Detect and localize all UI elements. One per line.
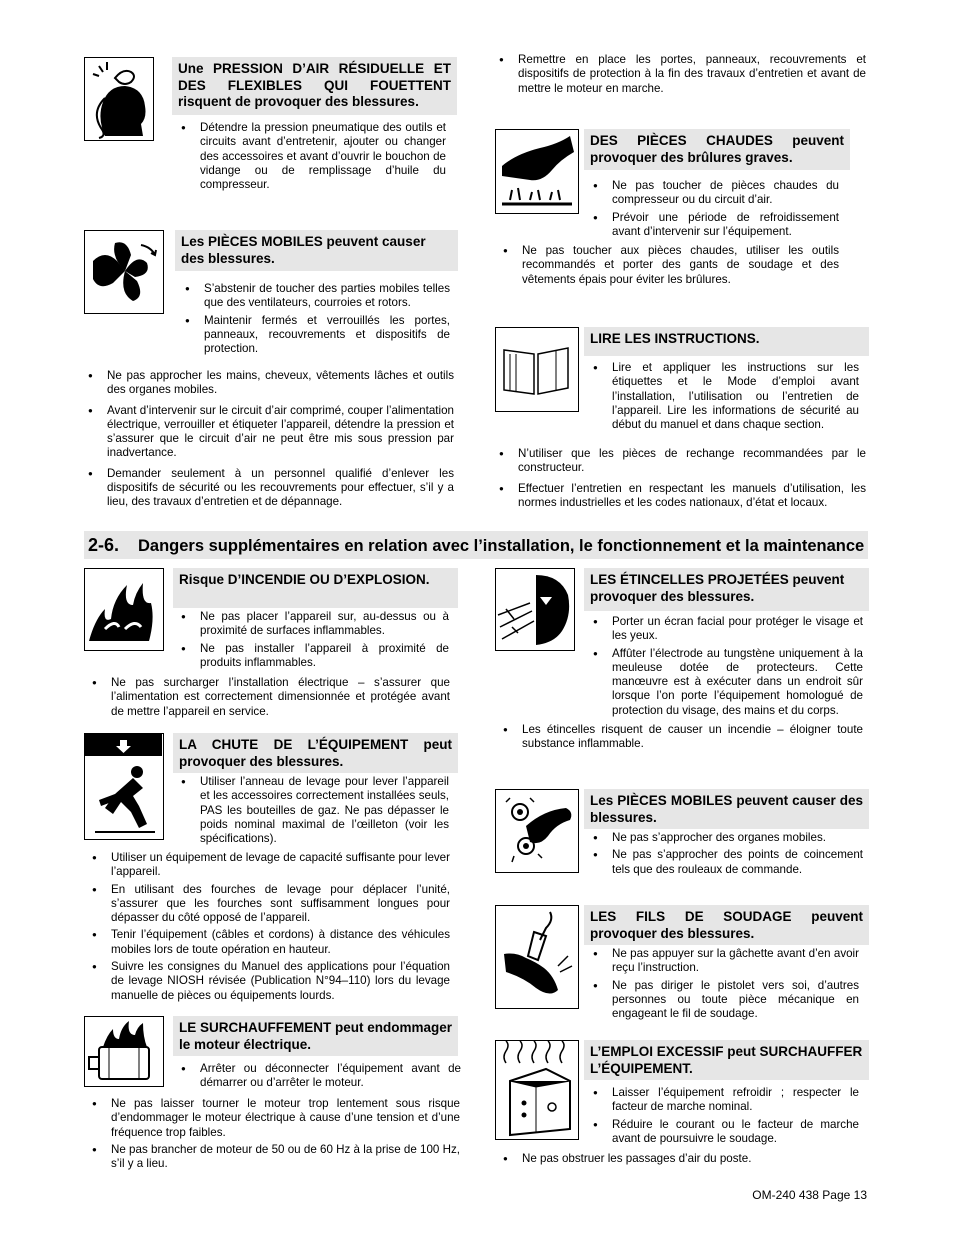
falling-equipment-outer-list	[92, 851, 450, 1006]
list-item: ● Les étincelles risquent de causer un incendie – éloigner toute substance inflammable.	[503, 723, 863, 752]
flying-sparks-heading: LES ÉTINCELLES PROJETÉES peuvent provoquer des blessures.	[584, 568, 869, 611]
page-footer: OM-240 438 Page 13	[752, 1188, 867, 1202]
list-item: ● Ne pas laisser tourner le moteur trop lentement sous risque d’endommager le moteur électrique à cause d’une tension et d’une fréquence trop faibles.	[92, 1097, 460, 1140]
moving-parts-2-list	[593, 831, 863, 880]
falling-equipment-icon	[84, 733, 164, 840]
list-item: ● Ne pas s’approcher des organes mobiles.	[593, 831, 863, 845]
fire-heading: Risque D’INCENDIE OU D’EXPLOSION.	[173, 568, 458, 608]
residual-air-hazard-icon	[84, 57, 154, 141]
excessive-use-outer-list	[503, 1152, 863, 1169]
fire-list	[181, 610, 449, 673]
list-item: ● Maintenir fermés et verrouillés les portes, panneaux, recouvrements et dispositifs de protection.	[185, 314, 450, 357]
hot-parts-list	[593, 179, 839, 242]
excessive-use-list	[593, 1086, 859, 1149]
falling-equipment-heading: LA CHUTE DE L’ÉQUIPEMENT peut provoquer des blessures.	[173, 733, 458, 773]
read-manual-icon	[495, 327, 579, 412]
list-item: ● N’utiliser que les pièces de rechange recommandées par le constructeur.	[499, 447, 866, 476]
motor-overheat-list	[181, 1062, 461, 1094]
list-item: ● Ne pas toucher aux pièces chaudes, utiliser les outils recommandés et porter des gants de soudage et des vêtements épais pour éviter les brûlures.	[503, 244, 839, 287]
excessive-use-heading: L’EMPLOI EXCESSIF peut SURCHAUFFER L’ÉQUIPEMENT.	[584, 1040, 869, 1080]
replace-guards-list	[499, 53, 866, 99]
falling-equipment-list	[181, 775, 449, 849]
moving-parts-list	[185, 282, 450, 359]
welding-wire-list	[593, 947, 859, 1024]
read-instructions-outer-list	[499, 447, 866, 513]
hot-parts-heading: DES PIÈCES CHAUDES peuvent provoquer des brûlures graves.	[584, 129, 850, 170]
list-item: ● Ne pas appuyer sur la gâchette avant d’en avoir reçu l’instruction.	[593, 947, 859, 976]
list-item: ● Ne pas diriger le pistolet vers soi, d’autres personnes ou toute pièce mécanique en engageant le fil de soudage.	[593, 979, 859, 1022]
welding-wire-heading: LES FILS DE SOUDAGE peuvent provoquer des blessures.	[584, 905, 869, 945]
welding-wire-hand-icon	[495, 905, 579, 1009]
list-item: ● Ne pas toucher de pièces chaudes du compresseur ou du circuit d’air.	[593, 179, 839, 208]
read-instructions-heading: LIRE LES INSTRUCTIONS.	[584, 327, 869, 356]
read-instructions-list	[593, 361, 859, 435]
motor-overheat-heading: LE SURCHAUFFEMENT peut endommager le moteur électrique.	[173, 1016, 458, 1056]
list-item: ● Demander seulement à un personnel qualifié d’enlever les dispositifs de sécurité ou les recouvrements pour effectuer, s’il y a lieu, des travaux d’entretien et de dépannage.	[88, 467, 454, 510]
flying-sparks-icon	[495, 568, 575, 651]
list-item: ● Réduire le courant ou le facteur de marche avant de poursuivre le soudage.	[593, 1118, 859, 1147]
section-title: Dangers supplémentaires en relation avec l’installation, le fonctionnement et la maintenance	[138, 537, 865, 555]
hot-parts-hand-icon	[495, 129, 579, 214]
section-number: 2-6.	[88, 535, 120, 555]
motor-overheat-outer-list	[92, 1097, 460, 1174]
list-item: ● Porter un écran facial pour protéger le visage et les yeux.	[593, 615, 863, 644]
list-item: ● Ne pas brancher de moteur de 50 ou de 60 Hz à la prise de 100 Hz, s’il y a lieu.	[92, 1143, 460, 1172]
list-item: ● Tenir l’équipement (câbles et cordons) à distance des véhicules mobiles lors de toute opération en hauteur.	[92, 928, 450, 957]
list-item: ● Arrêter ou déconnecter l’équipement avant de démarrer ou d’arrêter le moteur.	[181, 1062, 461, 1091]
fire-outer-list	[92, 676, 450, 722]
fire-hazard-icon	[84, 568, 164, 651]
list-item: ● Ne pas surcharger l’installation électrique – s’assurer que l’alimentation est correctement dimensionnée et protégée avant de mettre l’appareil en service.	[92, 676, 450, 719]
list-item: ● Lire et appliquer les instructions sur les étiquettes et le Mode d’emploi avant l’installation, l’utilisation ou l’entretien de l’appareil. Lire les informations de sécurité au début du manuel et dans chaque section.	[593, 361, 859, 432]
list-item: ● Utiliser un équipement de levage de capacité suffisante pour lever l’appareil.	[92, 851, 450, 880]
list-item: ● Ne pas approcher les mains, cheveux, vêtements lâches et outils des organes mobiles.	[88, 369, 454, 398]
list-item: ● S’abstenir de toucher des parties mobiles telles que des ventilateurs, courroies et rotors.	[185, 282, 450, 311]
flying-sparks-outer-list	[503, 723, 863, 755]
list-item: ● Avant d’intervenir sur le circuit d’air comprimé, couper l’alimentation électrique, verrouiller et étiqueter l’appareil, détendre la pression et s’assurer que le circuit d’air ne peut être mis sous pression par inadvertance.	[88, 404, 454, 461]
residual-air-list	[181, 121, 446, 195]
section-heading	[84, 531, 868, 559]
excessive-use-overheat-icon	[495, 1040, 579, 1140]
list-item: ● Laisser l’équipement refroidir ; respecter le facteur de marche nominal.	[593, 1086, 859, 1115]
list-item: ● Ne pas installer l’appareil à proximité de produits inflammables.	[181, 642, 449, 671]
hot-parts-outer-list	[503, 244, 839, 290]
list-item: ● Suivre les consignes du Manuel des applications pour l’équation de levage NIOSH révisée (Publication N°94–110) lors du levage manuelle de pièces ou équipements lourds.	[92, 960, 450, 1003]
flying-sparks-list	[593, 615, 863, 721]
moving-parts-gears-icon	[495, 789, 579, 873]
list-item: ● Utiliser l’anneau de levage pour lever l’appareil et les accessoires correctement installées seuls, PAS les bouteilles de gaz. Ne pas dépasser le poids nominal maximal de l’œilleton (voir les spécifications).	[181, 775, 449, 846]
list-item: ● Détendre la pression pneumatique des outils et circuits avant d’entretenir, ajouter ou changer des accessoires et avant d’ouvrir le bouchon de vidange ou de remplissage d’huile du compresseur.	[181, 121, 446, 192]
residual-air-heading: Une PRESSION D’AIR RÉSIDUELLE ET DES FLEXIBLES QUI FOUETTENT risquent de provoquer des blessures.	[172, 57, 457, 115]
moving-parts-outer-list	[88, 369, 454, 513]
list-item: ● Effectuer l’entretien en respectant les manuels d’utilisation, les normes industrielles et les codes nationaux, d’état et locaux.	[499, 482, 866, 511]
moving-parts-2-heading: Les PIÈCES MOBILES peuvent causer des blessures.	[584, 789, 869, 829]
motor-overheat-icon	[84, 1016, 164, 1087]
list-item: ● Ne pas s’approcher des points de coincement tels que des rouleaux de commande.	[593, 848, 863, 877]
list-item: ● En utilisant des fourches de levage pour déplacer l’unité, s’assurer que les fourches sont suffisamment longues pour dépasser du côté opposé de l’appareil.	[92, 883, 450, 926]
list-item: ● Affûter l’électrode au tungstène uniquement à la meuleuse dotée de protecteurs. Cette manœuvre est à exécuter dans un endroit sûr lorsque l’on porte l’équipement homologué de protection du visage, des mains et du corps.	[593, 647, 863, 718]
list-item: ● Ne pas obstruer les passages d’air du poste.	[503, 1152, 863, 1166]
list-item: ● Prévoir une période de refroidissement avant d’intervenir sur l’équipement.	[593, 211, 839, 240]
list-item: ● Remettre en place les portes, panneaux, recouvrements et dispositifs de protection à la fin des travaux d’entretien et avant de mettre le moteur en marche.	[499, 53, 866, 96]
moving-parts-fan-icon	[84, 230, 164, 314]
list-item: ● Ne pas placer l’appareil sur, au-dessus ou à proximité de surfaces inflammables.	[181, 610, 449, 639]
moving-parts-heading: Les PIÈCES MOBILES peuvent causer des blessures.	[175, 230, 458, 271]
